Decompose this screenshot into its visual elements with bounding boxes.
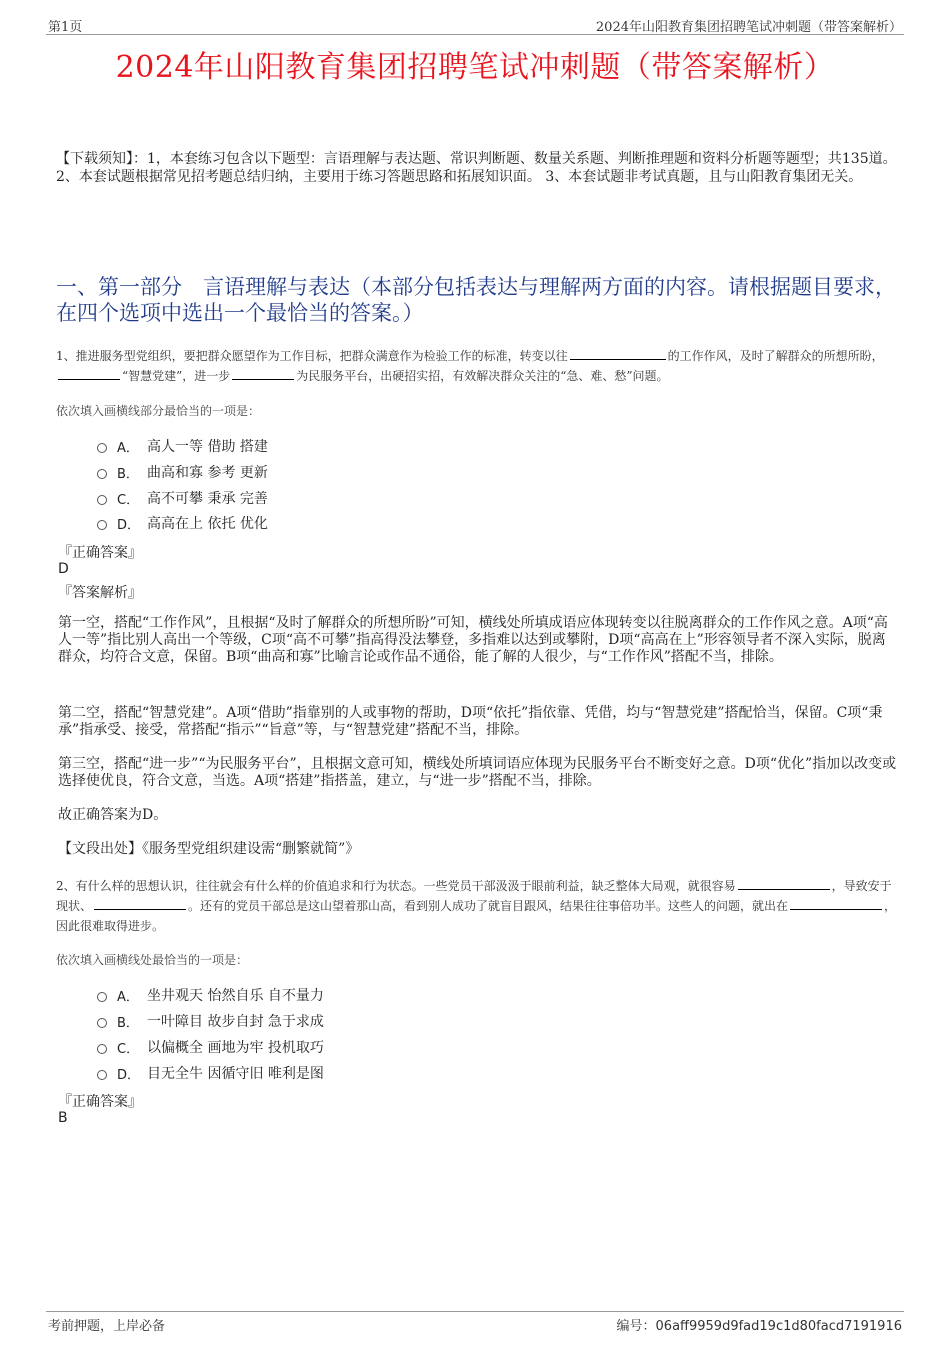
question-2-stem: 2、有什么样的思想认识，往往就会有什么样的价值追求和行为状态。一些党员干部汲汲于眼前利益，缺乏整体大局观，就很容易 ，导致安于现状、 。还有的党员干部总是这山望着那山高，看到别人成功了就盲目跟风，结果往往事倍功半。这些人的问题，就出在 ，因此很难取得进步。 [56, 876, 898, 936]
q1-option-c[interactable]: C． 高不可攀 秉承 完善 [97, 488, 268, 508]
q1-analysis-paragraph-3: 第三空，搭配“进一步”“为民服务平台”，且根据文意可知，横线处所填词语应体现为民服务平台不断变好之意。D项“优化”指加以改变或选择使优良，符合文意，当选。A项“搭建”指搭盖，建立，与“进一步”搭配不当，排除。 [58, 756, 897, 789]
radio-icon[interactable] [97, 520, 107, 530]
q2-option-a[interactable]: A． 坐井观天 怡然自乐 自不量力 [97, 985, 324, 1005]
footer-doc-id: 编号：06aff9959d9fad19c1d80facd7191916 [616, 1319, 902, 1334]
q2-option-d[interactable]: D． 目无全牛 因循守旧 唯利是图 [97, 1063, 324, 1083]
answer-blank [738, 876, 830, 890]
answer-blank [94, 896, 186, 910]
q2-answer-label: 『正确答案』 [58, 1094, 142, 1110]
radio-icon[interactable] [97, 1044, 107, 1054]
answer-blank [58, 366, 120, 380]
question-1-stem: 1、推进服务型党组织，要把群众愿望作为工作目标，把群众满意作为检验工作的标准，转变以往 的工作作风，及时了解群众的所想所盼，“智慧党建”，进一步 为民服务平台，出硬招实招，有效解决群众关注的“急、难、愁”问题。 [56, 346, 898, 386]
q2-option-c[interactable]: C． 以偏概全 画地为牢 投机取巧 [97, 1037, 324, 1057]
page-number: 第1页 [48, 20, 83, 35]
page-header [46, 14, 904, 35]
answer-blank [232, 366, 294, 380]
footer-slogan: 考前押题，上岸必备 [48, 1319, 166, 1334]
radio-icon[interactable] [97, 1070, 107, 1080]
q1-answer: D [58, 561, 69, 577]
header-doc-title: 2024年山阳教育集团招聘笔试冲刺题（带答案解析） [595, 20, 902, 35]
page-footer [46, 1311, 904, 1334]
document-title: 2024年山阳教育集团招聘笔试冲刺题（带答案解析） [115, 50, 835, 85]
radio-icon[interactable] [97, 443, 107, 453]
q1-source: 【文段出处】《服务型党组织建设需“删繁就简”》 [58, 841, 360, 857]
q1-option-a[interactable]: A． 高人一等 借助 搭建 [97, 436, 268, 456]
answer-blank [570, 346, 666, 360]
answer-blank [790, 896, 882, 910]
radio-icon[interactable] [97, 1018, 107, 1028]
question-1-prompt: 依次填入画横线部分最恰当的一项是： [56, 404, 261, 418]
section-title: 一、第一部分 言语理解与表达（本部分包括表达与理解两方面的内容。请根据题目要求，在四个选项中选出一个最恰当的答案。） [56, 275, 896, 325]
q1-analysis-paragraph-1: 第一空，搭配“工作作风”，且根据“及时了解群众的所想所盼”可知，横线处所填成语应体现转变以往脱离群众的工作作风之意。A项“高人一等”指比别人高出一个等级，C项“高不可攀”指高得没法攀登，多指难以达到或攀附，D项“高高在上”形容领导者不深入实际，脱离群众，均符合文意，保留。B项“曲高和寡”比喻言论或作品不通俗，能了解的人很少，与“工作作风”搭配不当，排除。 [58, 615, 888, 665]
radio-icon[interactable] [97, 992, 107, 1002]
question-2-prompt: 依次填入画横线处最恰当的一项是： [56, 953, 249, 967]
radio-icon[interactable] [97, 495, 107, 505]
q1-option-d[interactable]: D． 高高在上 依托 优化 [97, 513, 268, 533]
q2-answer: B [58, 1110, 68, 1126]
q2-option-b[interactable]: B． 一叶障目 故步自封 急于求成 [97, 1011, 324, 1031]
download-notice: 【下载须知】：1，本套练习包含以下题型：言语理解与表达题、常识判断题、数量关系题、判断推理题和资料分析题等题型；共135道。 2、本套试题根据常见招考题总结归纳，主要用于练习答题思路和拓展知识面。 3、本套试题非考试真题，且与山阳教育集团无关。 [56, 151, 897, 185]
radio-icon[interactable] [97, 469, 107, 479]
q1-analysis-paragraph-2: 第二空，搭配“智慧党建”。A项“借助”指靠别的人或事物的帮助，D项“依托”指依靠、凭借，均与“智慧党建”搭配恰当，保留。C项“秉承”指承受、接受，常搭配“指示”“旨意”等，与“智慧党建”搭配不当，排除。 [58, 705, 883, 738]
q1-answer-label: 『正确答案』 [58, 545, 142, 561]
q1-analysis-label: 『答案解析』 [58, 585, 142, 601]
q1-option-b[interactable]: B． 曲高和寡 参考 更新 [97, 462, 268, 482]
q1-analysis-conclusion: 故正确答案为D。 [58, 807, 168, 823]
